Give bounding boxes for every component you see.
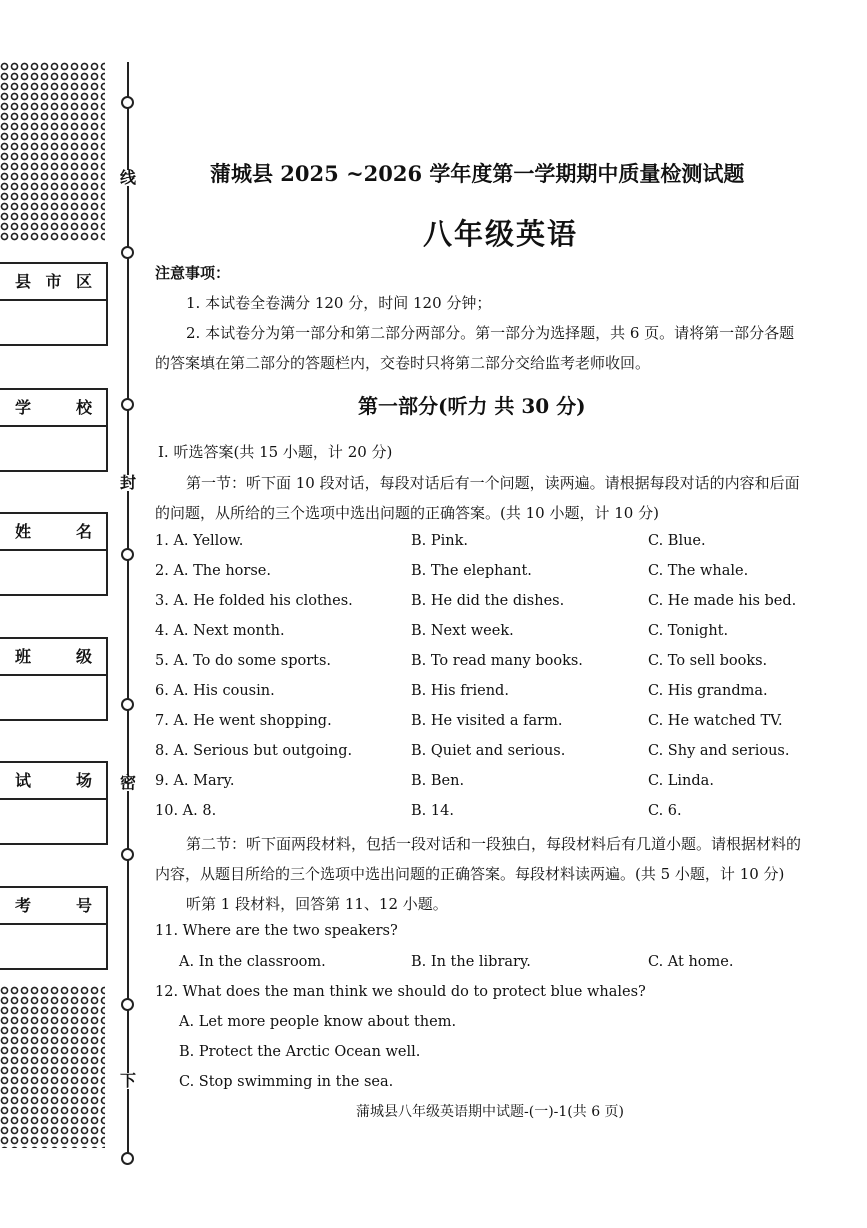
- subsection-1-instruction: 第一节：听下面 10 段对话，每段对话后有一个问题，读两遍。请根据每段对话的内容和后面: [186, 474, 800, 492]
- subsection-1-instruction-cont: 的问题，从所给的三个选项中选出问题的正确答案。(共 10 小题，计 10 分): [155, 504, 659, 522]
- subject-title: 八年级英语: [423, 217, 579, 251]
- binding-ring: [121, 1152, 134, 1165]
- option-c: C. Tonight.: [648, 623, 729, 639]
- notes-heading: 注意事项：: [155, 264, 231, 282]
- question-8: 8. A. Serious but outgoing.: [155, 743, 353, 759]
- page-footer: 蒲城县八年级英语期中试题-(一)-1(共 6 页): [356, 1104, 625, 1120]
- field-exam-number[interactable]: 考 号: [0, 886, 108, 970]
- option-b: B. His friend.: [411, 683, 509, 699]
- binding-ring: [121, 998, 134, 1011]
- option-c: C. 6.: [648, 803, 682, 819]
- binding-label: 下: [120, 1071, 137, 1090]
- option-c: C. He made his bed.: [648, 593, 797, 609]
- dot-pattern-top: [0, 62, 105, 242]
- notes-item-1: 1. 本试卷全卷满分 120 分，时间 120 分钟；: [186, 294, 492, 312]
- option-c: C. Shy and serious.: [648, 743, 790, 759]
- section-heading: Ⅰ. 听选答案(共 15 小题，计 20 分): [158, 443, 393, 461]
- question-12: 12. What does the man think we should do to protect blue whales?: [155, 984, 646, 1000]
- question-10: 10. A. 8.: [155, 803, 217, 819]
- part-one-title: 第一部分(听力 共 30 分): [358, 394, 586, 418]
- binding-ring: [121, 398, 134, 411]
- option-c: C. To sell books.: [648, 653, 768, 669]
- question-4: 4. A. Next month.: [155, 623, 285, 639]
- binding-label: 密: [120, 773, 137, 792]
- subsection-2-instruction: 第二节：听下面两段材料，包括一段对话和一段独白，每段材料后有几道小题。请根据材料的: [186, 835, 802, 853]
- binding-label: 封: [120, 473, 137, 492]
- option-b: B. Pink.: [411, 533, 469, 549]
- notes-item-2-cont: 的答案填在第二部分的答题栏内，交卷时只将第二部分交给监考老师收回。: [155, 354, 651, 372]
- field-county[interactable]: 县 市 区: [0, 262, 108, 346]
- option-c: C. Linda.: [648, 773, 714, 789]
- notes-item-2: 2. 本试卷分为第一部分和第二部分两部分。第一部分为选择题，共 6 页。请将第一部分各题: [186, 324, 795, 342]
- field-school[interactable]: 学 校: [0, 388, 108, 472]
- option-c: C. Blue.: [648, 533, 706, 549]
- field-exam-room[interactable]: 试 场: [0, 761, 108, 845]
- option-b: B. Protect the Arctic Ocean well.: [179, 1044, 421, 1060]
- field-name[interactable]: 姓 名: [0, 512, 108, 596]
- exam-title: 蒲城县 2025 ~2026 学年度第一学期期中质量检测试题: [210, 161, 745, 186]
- binding-label: 线: [120, 168, 137, 187]
- option-b: B. The elephant.: [411, 563, 532, 579]
- option-b: B. Ben.: [411, 773, 465, 789]
- question-7: 7. A. He went shopping.: [155, 713, 332, 729]
- question-2: 2. A. The horse.: [155, 563, 271, 579]
- option-a: A. In the classroom.: [179, 954, 326, 970]
- option-c: C. He watched TV.: [648, 713, 783, 729]
- dot-pattern-bottom: [0, 986, 105, 1148]
- binding-ring: [121, 246, 134, 259]
- option-b: B. Next week.: [411, 623, 514, 639]
- option-b: B. He did the dishes.: [411, 593, 565, 609]
- option-b: B. Quiet and serious.: [411, 743, 566, 759]
- question-11: 11. Where are the two speakers?: [155, 923, 398, 939]
- binding-ring: [121, 848, 134, 861]
- option-b: B. In the library.: [411, 954, 531, 970]
- option-a: A. Let more people know about them.: [179, 1014, 457, 1030]
- option-b: B. To read many books.: [411, 653, 583, 669]
- question-5: 5. A. To do some sports.: [155, 653, 332, 669]
- question-1: 1. A. Yellow.: [155, 533, 244, 549]
- field-class[interactable]: 班 级: [0, 637, 108, 721]
- material-1-instruction: 听第 1 段材料，回答第 11、12 小题。: [186, 895, 448, 913]
- option-c: C. At home.: [648, 954, 734, 970]
- option-b: B. 14.: [411, 803, 454, 819]
- option-b: B. He visited a farm.: [411, 713, 563, 729]
- question-6: 6. A. His cousin.: [155, 683, 275, 699]
- option-c: C. The whale.: [648, 563, 749, 579]
- binding-ring: [121, 548, 134, 561]
- question-3: 3. A. He folded his clothes.: [155, 593, 353, 609]
- option-c: C. Stop swimming in the sea.: [179, 1074, 394, 1090]
- subsection-2-instruction-cont: 内容，从题目所给的三个选项中选出问题的正确答案。每段材料读两遍。(共 5 小题，计 10 分): [155, 865, 785, 883]
- binding-line: [127, 62, 129, 1162]
- option-c: C. His grandma.: [648, 683, 768, 699]
- question-9: 9. A. Mary.: [155, 773, 235, 789]
- binding-ring: [121, 96, 134, 109]
- binding-ring: [121, 698, 134, 711]
